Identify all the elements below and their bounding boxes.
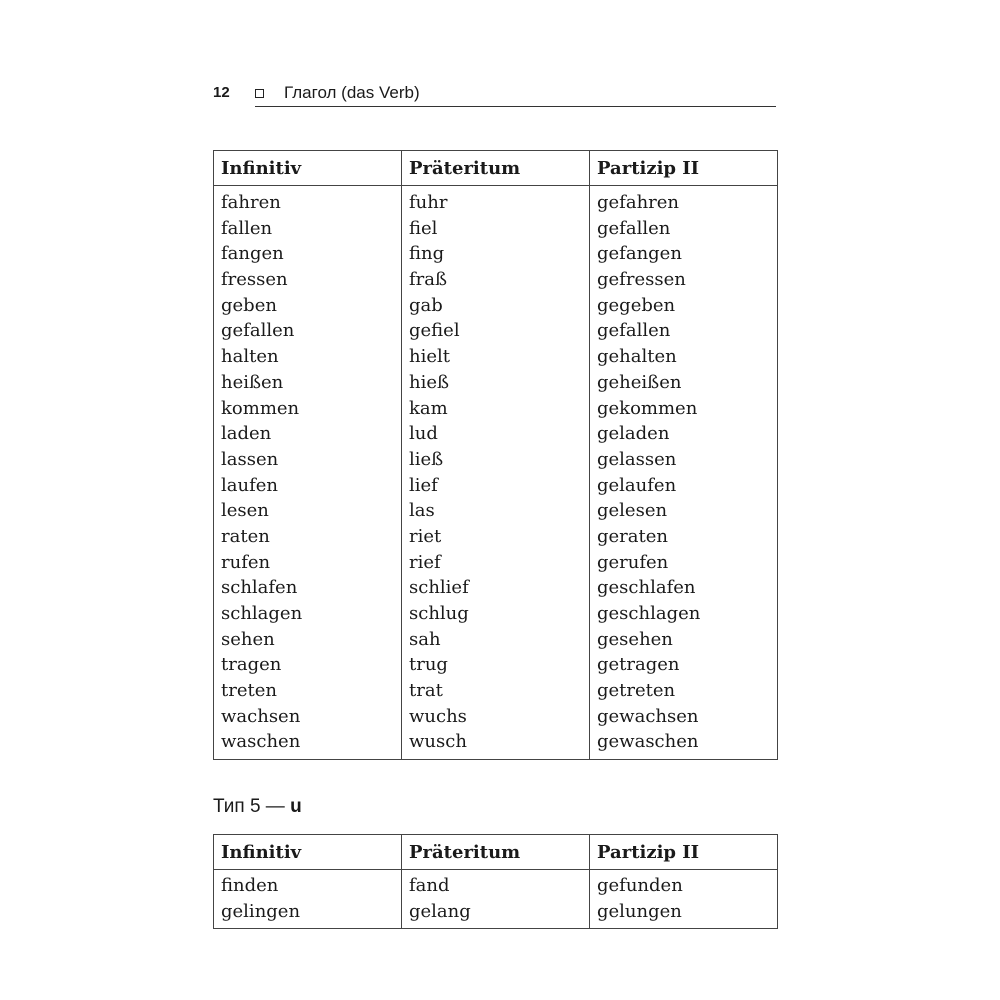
- infinitiv-item: gelingen: [221, 901, 301, 922]
- praeteritum-item: fuhr: [409, 192, 448, 213]
- partizip-item: geheißen: [597, 371, 682, 393]
- column-header-infinitiv: Infinitiv: [214, 151, 402, 186]
- header-rule: [255, 106, 776, 107]
- partizip-item: gefallen: [597, 320, 671, 342]
- infinitiv-item: lesen: [221, 500, 269, 522]
- infinitiv-item: rufen: [221, 551, 271, 573]
- infinitiv-item: laden: [221, 423, 272, 445]
- praeteritum-item: fiel: [409, 217, 438, 239]
- infinitiv-item: schlagen: [221, 603, 303, 624]
- praeteritum-item: lud: [409, 423, 438, 445]
- infinitiv-item: laufen: [221, 474, 278, 496]
- praeteritum-item: schlug: [409, 603, 469, 624]
- praeteritum-item: trat: [409, 680, 443, 702]
- infinitiv-item: fallen: [221, 217, 273, 239]
- praeteritum-item: rief: [409, 551, 441, 573]
- infinitiv-item: finden: [221, 875, 279, 896]
- infinitiv-item: halten: [221, 346, 279, 368]
- partizip-item: gefressen: [597, 269, 686, 291]
- page-number: 12: [213, 84, 230, 101]
- praeteritum-item: sah: [409, 628, 441, 650]
- praeteritum-cell: [402, 186, 590, 760]
- partizip-item: gegeben: [597, 294, 676, 316]
- column-header-partizip: Partizip II: [590, 151, 778, 186]
- infinitiv-cell: [214, 870, 402, 929]
- column-header-partizip: Partizip II: [590, 835, 778, 870]
- praeteritum-item: gab: [409, 294, 443, 316]
- partizip-item: gelassen: [597, 448, 677, 470]
- infinitiv-item: geben: [221, 294, 277, 316]
- infinitiv-item: heißen: [221, 371, 284, 393]
- column-header-praeteritum: Präteritum: [402, 835, 590, 870]
- partizip-item: gehalten: [597, 346, 677, 368]
- infinitiv-item: wachsen: [221, 705, 301, 727]
- praeteritum-item: trug: [409, 654, 448, 676]
- partizip-item: geschlafen: [597, 577, 696, 599]
- page-header: [213, 82, 776, 108]
- partizip-cell: [590, 186, 778, 760]
- partizip-item: gelesen: [597, 500, 668, 522]
- column-header-praeteritum: Präteritum: [402, 151, 590, 186]
- chapter-title: Глагол (das Verb): [284, 83, 420, 102]
- praeteritum-item: hieß: [409, 371, 450, 393]
- infinitiv-item: waschen: [221, 731, 301, 753]
- praeteritum-item: schlief: [409, 577, 469, 599]
- praeteritum-item: las: [409, 500, 435, 522]
- praeteritum-item: fraß: [409, 269, 448, 291]
- partizip-item: gefunden: [597, 875, 683, 896]
- partizip-item: geladen: [597, 423, 670, 445]
- infinitiv-item: kommen: [221, 397, 300, 419]
- praeteritum-item: gefiel: [409, 320, 460, 342]
- praeteritum-item: wuchs: [409, 705, 467, 727]
- praeteritum-item: wusch: [409, 731, 467, 753]
- infinitiv-item: tragen: [221, 654, 282, 676]
- table-body-row: [214, 870, 778, 929]
- partizip-item: gewachsen: [597, 705, 699, 727]
- partizip-item: gelungen: [597, 901, 682, 922]
- column-header-infinitiv: Infinitiv: [214, 835, 402, 870]
- praeteritum-item: riet: [409, 525, 442, 547]
- partizip-item: gefangen: [597, 243, 682, 265]
- infinitiv-cell: [214, 186, 402, 760]
- table-body-row: [214, 186, 778, 760]
- verb-table-main: [213, 150, 778, 760]
- partizip-item: gekommen: [597, 397, 698, 419]
- infinitiv-item: sehen: [221, 628, 275, 650]
- infinitiv-item: treten: [221, 680, 277, 702]
- infinitiv-item: lassen: [221, 448, 279, 470]
- partizip-item: geraten: [597, 525, 668, 547]
- praeteritum-item: ließ: [409, 448, 444, 470]
- infinitiv-item: fangen: [221, 243, 284, 265]
- praeteritum-item: gelang: [409, 901, 471, 922]
- praeteritum-item: hielt: [409, 346, 450, 368]
- partizip-item: gefahren: [597, 192, 680, 213]
- praeteritum-item: fing: [409, 243, 445, 265]
- praeteritum-cell: [402, 870, 590, 929]
- infinitiv-item: gefallen: [221, 320, 295, 342]
- section-heading: [213, 796, 302, 818]
- partizip-item: gelaufen: [597, 474, 677, 496]
- infinitiv-item: fahren: [221, 192, 281, 213]
- infinitiv-item: schlafen: [221, 577, 298, 599]
- partizip-item: getreten: [597, 680, 676, 702]
- partizip-item: gesehen: [597, 628, 673, 650]
- table-header-row: [214, 151, 778, 186]
- infinitiv-item: fressen: [221, 269, 288, 291]
- infinitiv-item: raten: [221, 525, 270, 547]
- section-vowel: u: [290, 796, 302, 817]
- praeteritum-item: kam: [409, 397, 448, 419]
- partizip-item: gefallen: [597, 217, 671, 239]
- praeteritum-item: fand: [409, 875, 450, 896]
- partizip-item: geschlagen: [597, 603, 701, 624]
- praeteritum-item: lief: [409, 474, 438, 496]
- partizip-item: gerufen: [597, 551, 669, 573]
- partizip-item: getragen: [597, 654, 680, 676]
- section-label: Тип 5 —: [213, 796, 291, 817]
- checkbox-square-icon: [255, 89, 264, 98]
- partizip-item: gewaschen: [597, 731, 699, 753]
- table-header-row: [214, 835, 778, 870]
- verb-table-type5: [213, 834, 778, 929]
- partizip-cell: [590, 870, 778, 929]
